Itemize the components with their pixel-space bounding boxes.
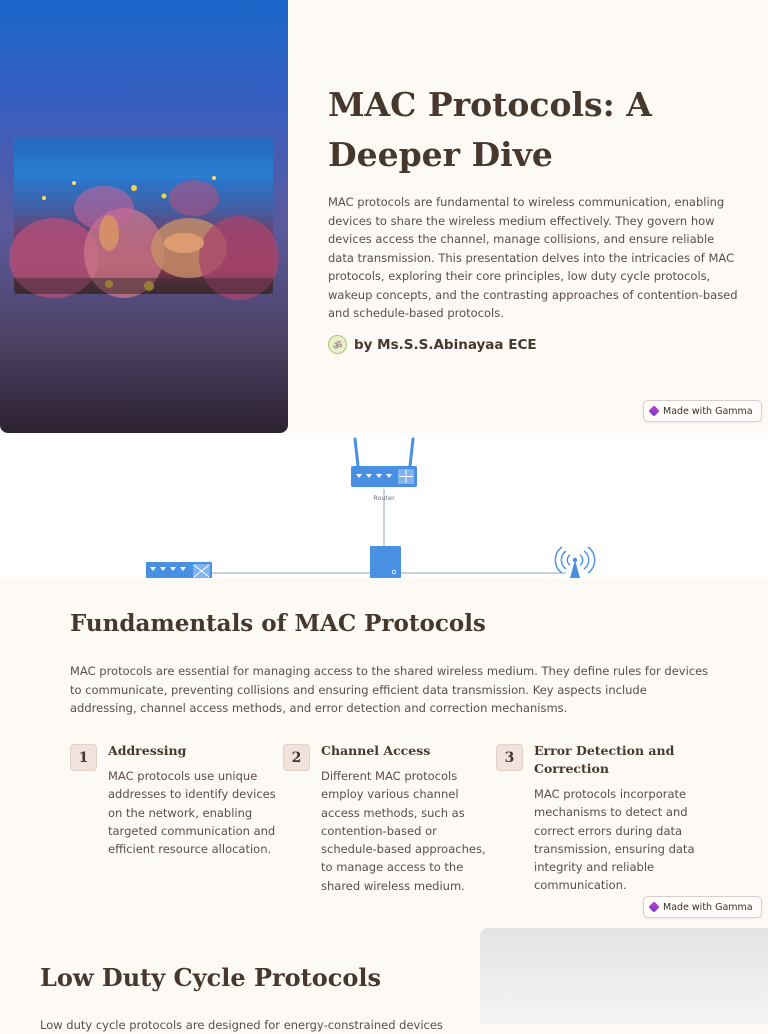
item-number-badge: 1 bbox=[70, 744, 97, 771]
made-with-gamma-label: Made with Gamma bbox=[663, 405, 753, 417]
coral-reef-image bbox=[14, 138, 273, 294]
slide-side-image bbox=[480, 928, 768, 1024]
section-description: MAC protocols are essential for managing access to the shared wireless medium. They define rules for devices to communicate, preventing collisions and ensuring efficient data transmission. Key aspects include addressing, channel access methods, and error detection and correction mechanisms. bbox=[70, 664, 709, 715]
section-title: Fundamentals of MAC Protocols bbox=[70, 610, 486, 637]
router-label: Router bbox=[373, 494, 395, 502]
fundamentals-slide bbox=[0, 578, 768, 928]
author-name: by Ms.S.S.Abinayaa ECE bbox=[354, 336, 537, 353]
gamma-logo-icon bbox=[648, 901, 659, 912]
gamma-logo-icon bbox=[648, 405, 659, 416]
made-with-gamma-button[interactable] bbox=[643, 400, 762, 422]
item-description: Different MAC protocols employ various channel access methods, such as contention-based or schedule-based approaches, to manage access to the shared wireless medium. bbox=[321, 769, 486, 893]
item-title: Error Detection and Correction bbox=[534, 743, 675, 776]
network-diagram bbox=[0, 433, 768, 578]
author-line bbox=[328, 335, 537, 354]
presentation-description: MAC protocols are fundamental to wireless communication, enabling devices to share the wireless medium effectively. They govern how devices access the channel, manage collisions, and ensure reliable data transmission. This presentation delves into the intricacies of MAC protocols, exploring their core principles, low duty cycle protocols, wakeup concepts, and the contrasting approaches of contention-based and schedule-based protocols. bbox=[328, 195, 738, 320]
network-diagram-svg bbox=[0, 433, 768, 578]
made-with-gamma-label: Made with Gamma bbox=[663, 901, 753, 913]
om-icon: ॐ bbox=[328, 335, 347, 354]
item-title: Addressing bbox=[108, 743, 187, 758]
router-icon bbox=[351, 439, 417, 487]
item-description: MAC protocols incorporate mechanisms to detect and correct errors during data transmission, ensuring data integrity and reliable communication. bbox=[534, 787, 695, 893]
low-duty-cycle-slide bbox=[0, 928, 768, 1032]
section-title: Low Duty Cycle Protocols bbox=[40, 963, 381, 992]
item-description: MAC protocols use unique addresses to identify devices on the network, enabling targeted communication and efficient resource allocation. bbox=[108, 769, 276, 857]
switch-icon bbox=[146, 562, 212, 578]
made-with-gamma-button[interactable] bbox=[643, 896, 762, 918]
section-description: Low duty cycle protocols are designed for energy-constrained devices bbox=[40, 1018, 443, 1032]
presentation-title: MAC Protocols: A Deeper Dive bbox=[328, 85, 652, 174]
item-number-badge: 3 bbox=[496, 744, 523, 771]
title-slide bbox=[0, 0, 768, 433]
item-number-badge: 2 bbox=[283, 744, 310, 771]
item-title: Channel Access bbox=[321, 743, 431, 758]
hero-gradient-panel bbox=[0, 0, 288, 433]
hub-device-icon bbox=[370, 546, 401, 578]
coral-reef-illustration bbox=[14, 138, 273, 294]
